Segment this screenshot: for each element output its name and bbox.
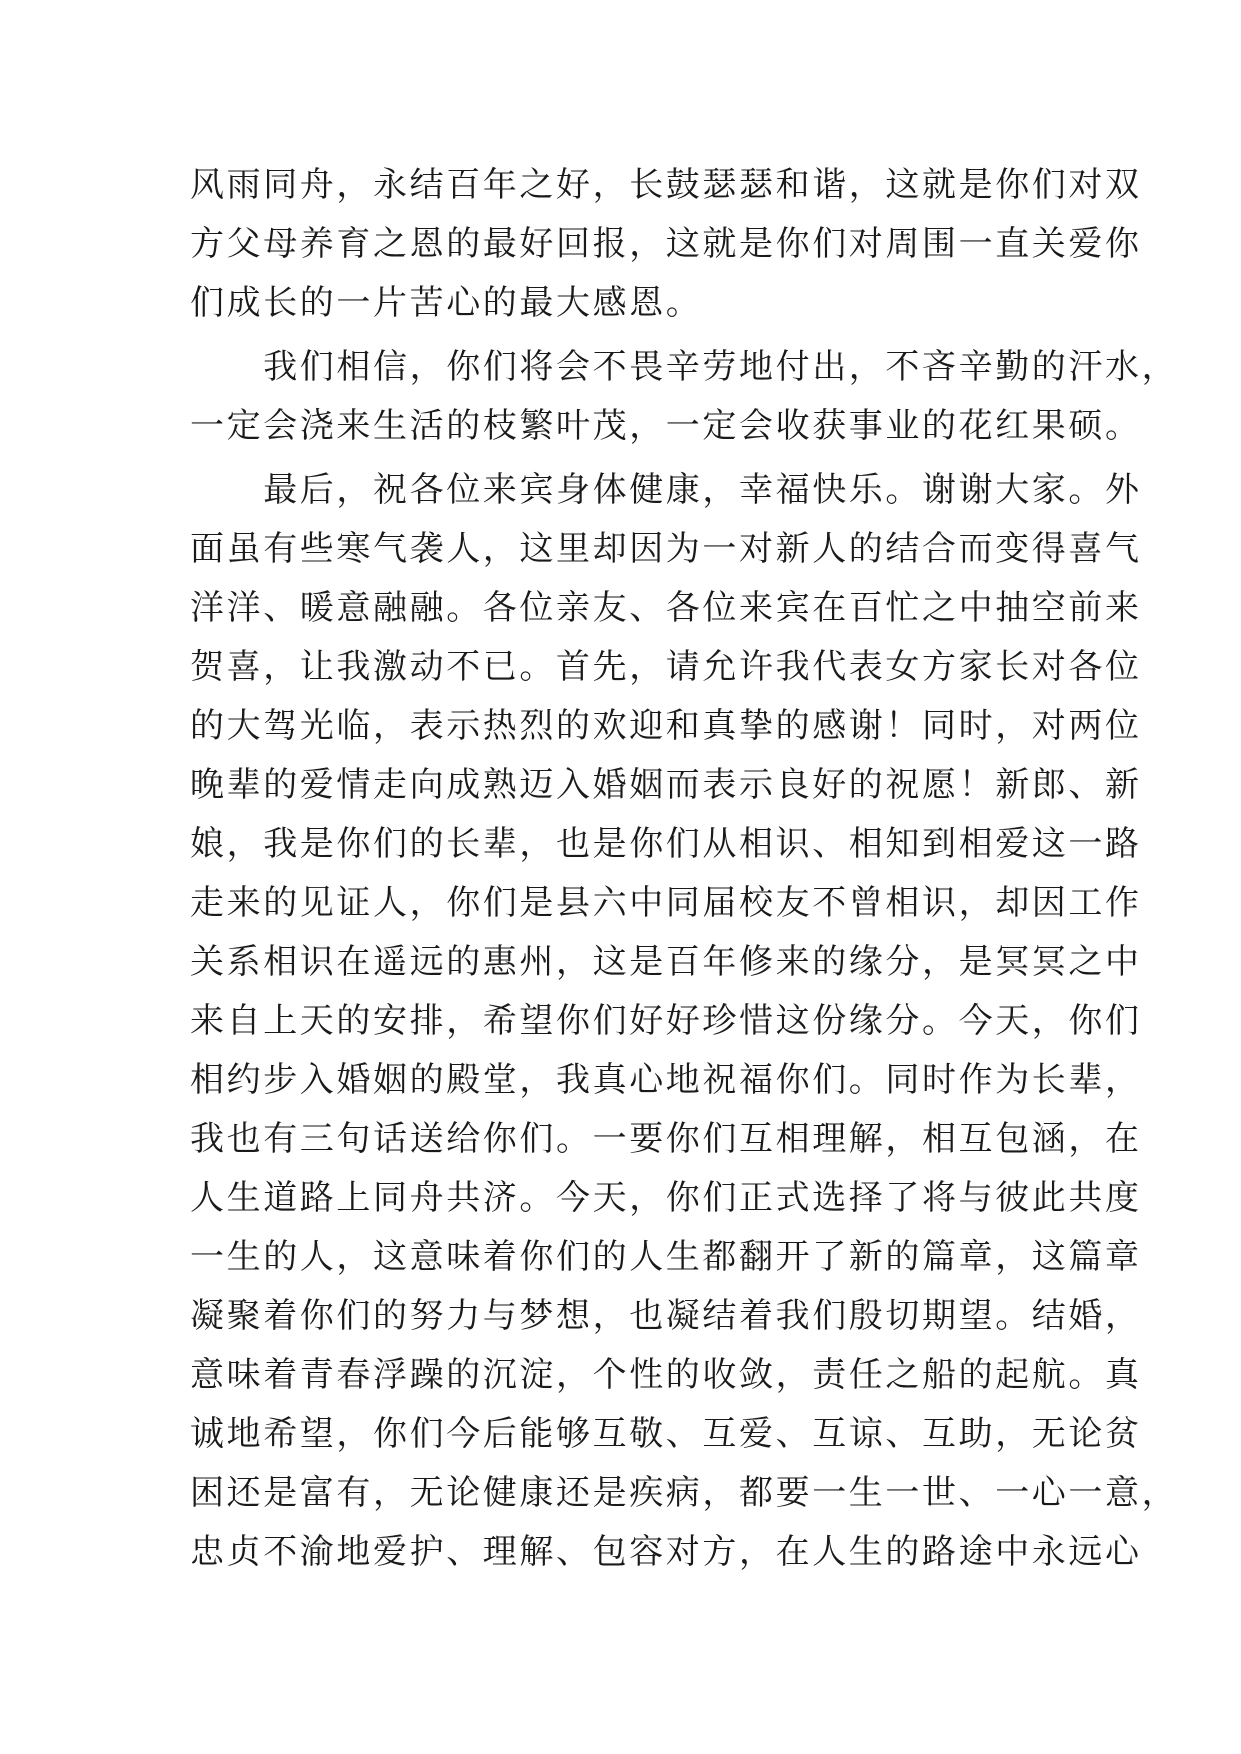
text-line: 一生的人，这意味着你们的人生都翻开了新的篇章，这篇章 — [190, 1237, 1142, 1277]
text-line: 最后，祝各位来宾身体健康，幸福快乐。谢谢大家。外 — [190, 470, 1142, 510]
text-line: 人生道路上同舟共济。今天，你们正式选择了将与彼此共度 — [190, 1178, 1142, 1218]
text-line: 洋洋、暖意融融。各位亲友、各位来宾在百忙之中抽空前来 — [190, 588, 1142, 628]
text-line: 困还是富有，无论健康还是疾病，都要一生一世、一心一意， — [190, 1473, 1179, 1513]
text-line: 关系相识在遥远的惠州，这是百年修来的缘分，是冥冥之中 — [190, 942, 1142, 982]
text-line: 一定会浇来生活的枝繁叶茂，一定会收获事业的花红果硕。 — [190, 406, 1142, 446]
text-line: 我也有三句话送给你们。一要你们互相理解，相互包涵，在 — [190, 1119, 1142, 1159]
text-line: 贺喜，让我激动不已。首先，请允许我代表女方家长对各位 — [190, 647, 1142, 687]
text-line: 风雨同舟，永结百年之好，长鼓瑟瑟和谐，这就是你们对双 — [190, 165, 1142, 205]
text-line: 来自上天的安排，希望你们好好珍惜这份缘分。今天，你们 — [190, 1001, 1142, 1041]
text-line: 们成长的一片苦心的最大感恩。 — [190, 283, 703, 323]
text-line: 方父母养育之恩的最好回报，这就是你们对周围一直关爱你 — [190, 224, 1142, 264]
text-line: 凝聚着你们的努力与梦想，也凝结着我们殷切期望。结婚， — [190, 1296, 1142, 1336]
text-line: 娘，我是你们的长辈，也是你们从相识、相知到相爱这一路 — [190, 824, 1142, 864]
document-body — [190, 156, 1179, 1582]
text-line: 意味着青春浮躁的沉淀，个性的收敛，责任之船的起航。真 — [190, 1355, 1142, 1395]
text-line: 面虽有些寒气袭人，这里却因为一对新人的结合而变得喜气 — [190, 529, 1142, 569]
text-line: 相约步入婚姻的殿堂，我真心地祝福你们。同时作为长辈， — [190, 1060, 1142, 1100]
text-line: 的大驾光临，表示热烈的欢迎和真挚的感谢！同时，对两位 — [190, 706, 1142, 746]
text-line: 我们相信，你们将会不畏辛劳地付出，不吝辛勤的汗水， — [190, 347, 1179, 387]
text-line: 诚地希望，你们今后能够互敬、互爱、互谅、互助，无论贫 — [190, 1414, 1142, 1454]
text-line: 晚辈的爱情走向成熟迈入婚姻而表示良好的祝愿！新郎、新 — [190, 765, 1142, 805]
text-line: 忠贞不渝地爱护、理解、包容对方，在人生的路途中永远心 — [190, 1532, 1142, 1572]
text-line: 走来的见证人，你们是县六中同届校友不曾相识，却因工作 — [190, 883, 1142, 923]
